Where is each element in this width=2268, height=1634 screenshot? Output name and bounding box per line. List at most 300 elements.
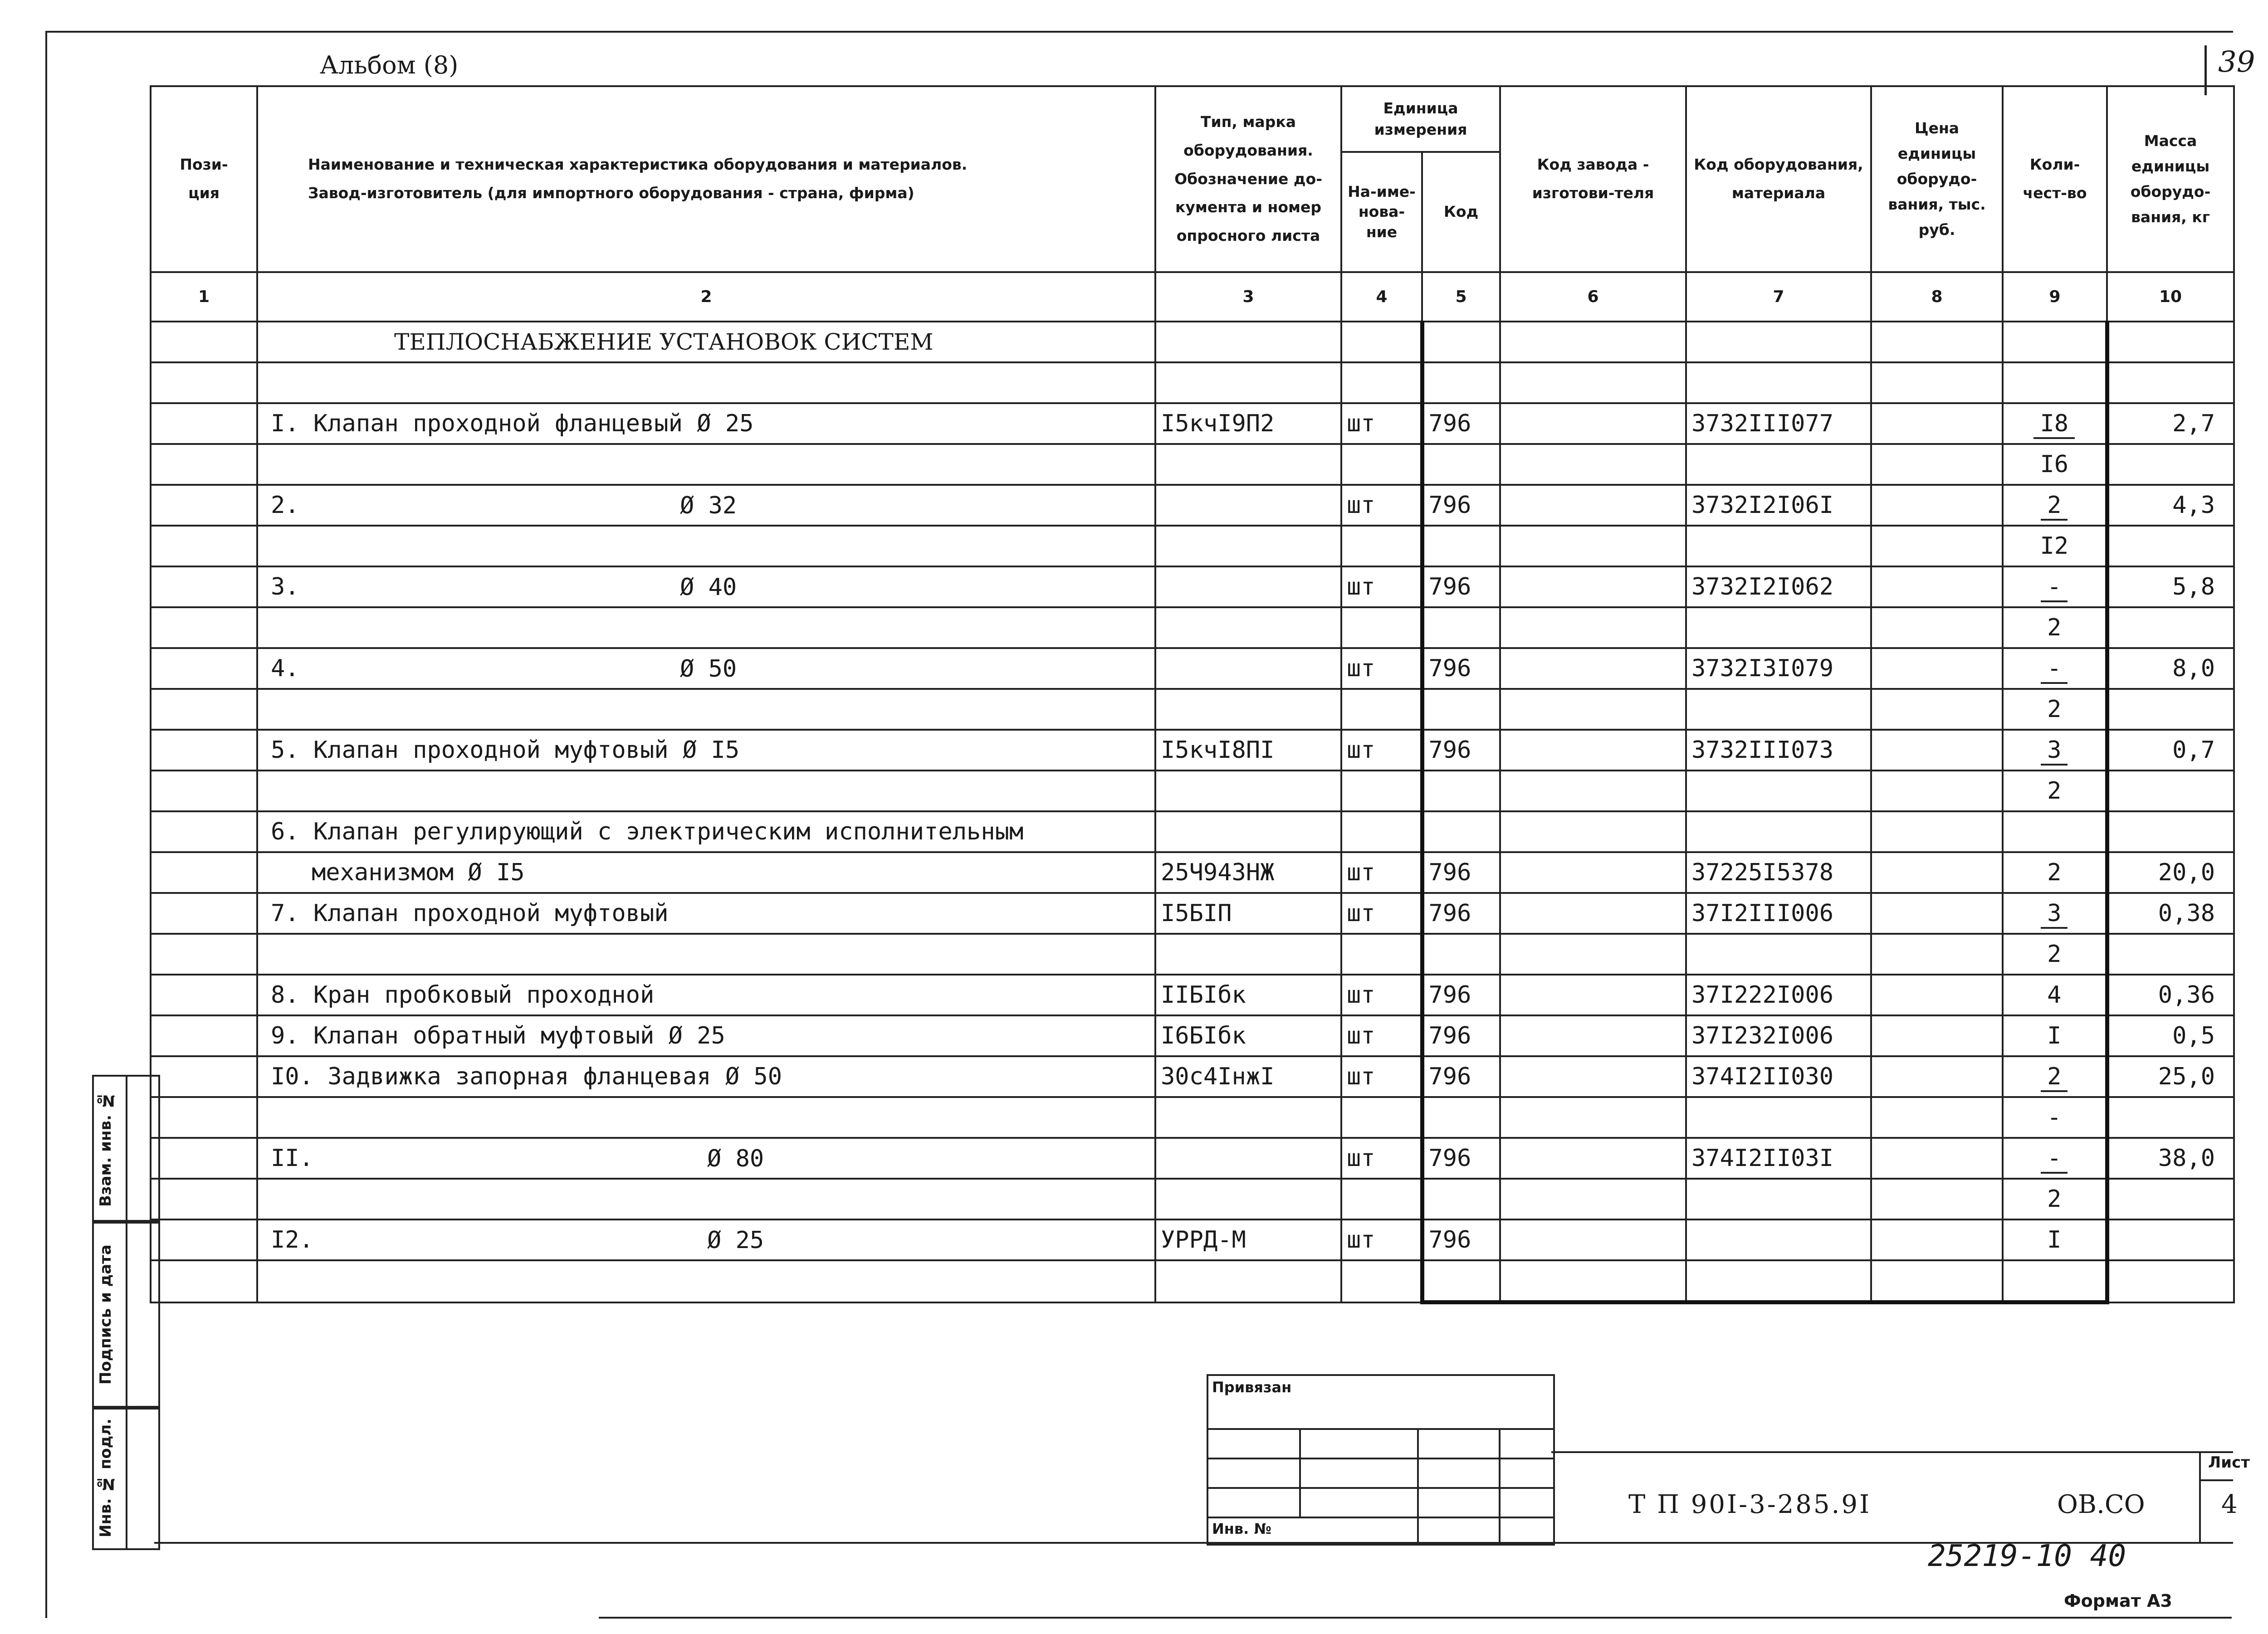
cell-type [1155, 934, 1341, 975]
cell-mass [2107, 485, 2234, 526]
cell-qty [2003, 362, 2107, 403]
cell-material-code [1686, 648, 1871, 689]
empty-cell [1500, 1219, 1686, 1260]
cell-unit [1341, 362, 1422, 403]
cell-type [1155, 566, 1341, 607]
col-number: 3 [1155, 272, 1341, 322]
specification-table [150, 85, 2235, 1304]
cell-mass [2107, 403, 2234, 444]
empty-cell [1871, 362, 2003, 403]
sheet-number: 39 [2218, 45, 2255, 79]
value-material-code: 37I222I006 [1691, 981, 1834, 1009]
cell-code [1422, 1179, 1500, 1219]
album-label: Альбом (8) [320, 51, 459, 79]
cell-name [257, 975, 1155, 1015]
section-title-row [151, 322, 2234, 362]
cell-unit [1341, 444, 1422, 485]
cell-code [1422, 1097, 1500, 1138]
stamp-line [1208, 1487, 1553, 1489]
col-number: 7 [1686, 272, 1871, 322]
value-material-code: 3732III073 [1691, 737, 1834, 764]
empty-cell [151, 566, 257, 607]
empty-cell [151, 485, 257, 526]
empty-cell [1871, 771, 2003, 811]
col-header-unit-group: Единица измерения [1341, 86, 1500, 152]
cell-name [257, 362, 1155, 403]
empty-cell [1500, 975, 1686, 1015]
stamp-line [1299, 1428, 1301, 1517]
empty-cell [1871, 1179, 2003, 1219]
cell-mass [2107, 1097, 2234, 1138]
col-header-type: Тип, марка оборудования. Обозначение до-кумента и номер опросного листа [1155, 86, 1341, 272]
cell-type [1155, 771, 1341, 811]
empty-cell [1500, 1056, 1686, 1097]
table-row [151, 811, 2234, 852]
cell-qty [2003, 1179, 2107, 1219]
side-label-inv-vzam: Взам. инв. № [97, 1091, 115, 1207]
side-divider [126, 1408, 127, 1548]
empty-cell [1871, 852, 2003, 893]
cell-mass [2107, 730, 2234, 771]
item-name: II. [271, 1145, 313, 1172]
cell-unit [1341, 1219, 1422, 1260]
empty-cell [1871, 689, 2003, 730]
quantity-value: I [2047, 1226, 2062, 1254]
title-block-list-div [2199, 1451, 2201, 1542]
cell-name [257, 1179, 1155, 1219]
cell-material-code [1686, 1097, 1871, 1138]
table-row [151, 1056, 2234, 1097]
value-material-code: 374I2II03I [1691, 1145, 1834, 1172]
empty-cell [1500, 403, 1686, 444]
cell-mass [2107, 893, 2234, 934]
col-header-unit-code: Код [1422, 152, 1500, 272]
value-type: УРРД-М [1161, 1226, 1246, 1254]
cell-mass [2107, 362, 2234, 403]
cell-name [257, 648, 1155, 689]
value-material-code: 374I2II030 [1691, 1063, 1834, 1090]
empty-cell [151, 1138, 257, 1179]
cell-type [1155, 689, 1341, 730]
value-unit: шт [1347, 655, 1375, 682]
empty-cell [1500, 444, 1686, 485]
cell-unit [1341, 689, 1422, 730]
cell-mass [2107, 934, 2234, 975]
cell-name [257, 526, 1155, 566]
empty-cell [1871, 730, 2003, 771]
empty-cell [1500, 934, 1686, 975]
empty-cell [1500, 1138, 1686, 1179]
value-mass: 0,36 [2158, 981, 2215, 1009]
cell-code [1422, 1138, 1500, 1179]
title-block-list-hl [2199, 1479, 2233, 1481]
value-unit: шт [1347, 1063, 1375, 1090]
empty-cell [1871, 811, 2003, 852]
cell-code [1422, 1219, 1500, 1260]
cell-qty [2003, 485, 2107, 526]
empty-cell [1500, 811, 1686, 852]
empty-cell [1500, 607, 1686, 648]
value-material-code: 3732III077 [1691, 410, 1834, 437]
table-row [151, 975, 2234, 1015]
empty-cell [151, 1015, 257, 1056]
list-number: 4 [2221, 1490, 2238, 1519]
empty-cell [151, 526, 257, 566]
cell-unit [1341, 566, 1422, 607]
side-stamp-inv-podl [92, 1406, 160, 1550]
cell-code [1422, 1015, 1500, 1056]
cell-qty [2003, 689, 2107, 730]
table-row [151, 1138, 2234, 1179]
value-unit: шт [1347, 573, 1375, 600]
value-type: 30с4IнжI [1161, 1063, 1275, 1090]
cell-mass [2107, 1056, 2234, 1097]
cell-material-code [1686, 771, 1871, 811]
cell-mass [2107, 1179, 2234, 1219]
table-row [151, 730, 2234, 771]
empty-cell [1500, 526, 1686, 566]
cell-material-code [1686, 1056, 1871, 1097]
stamp-line [1499, 1428, 1501, 1544]
privyazan-label: Привязан [1212, 1379, 1292, 1396]
empty-cell [1500, 485, 1686, 526]
cell-material-code [1686, 730, 1871, 771]
value-mass: 5,8 [2172, 573, 2215, 600]
value-type: IIБIбк [1161, 981, 1246, 1009]
col-header-unit-name: На-име-нова-ние [1341, 152, 1422, 272]
quantity-value: - [2047, 1104, 2062, 1131]
value-mass: 38,0 [2158, 1145, 2215, 1172]
empty-cell [1500, 771, 1686, 811]
cell-unit [1341, 1260, 1422, 1302]
empty-cell [1871, 403, 2003, 444]
empty-cell [1871, 1138, 2003, 1179]
cell-material-code [1686, 1179, 1871, 1219]
item-name: I. Клапан проходной фланцевый Ø 25 [271, 410, 754, 437]
table-row [151, 485, 2234, 526]
empty-cell [151, 689, 257, 730]
empty-cell [151, 648, 257, 689]
cell-type [1155, 1219, 1341, 1260]
empty-cell [1871, 648, 2003, 689]
value-mass: 25,0 [2158, 1063, 2215, 1090]
cell-name [257, 934, 1155, 975]
item-diameter: Ø 25 [707, 1227, 764, 1254]
quantity-value: 2 [2047, 941, 2062, 968]
cell-mass [2107, 975, 2234, 1015]
cell-type [1155, 648, 1341, 689]
quantity-value: I8 [2033, 410, 2075, 439]
quantity-value: 2 [2047, 777, 2062, 805]
cell-mass [2107, 689, 2234, 730]
col-header-price: Цена единицы оборудо-вания, тыс. руб. [1871, 86, 2003, 272]
cell-unit [1341, 771, 1422, 811]
cell-material-code [1686, 1219, 1871, 1260]
empty-cell [1871, 485, 2003, 526]
value-type: I6БIбк [1161, 1022, 1246, 1049]
table-row [151, 689, 2234, 730]
side-stamp-inv-vzam [92, 1075, 160, 1224]
quantity-value: 2 [2047, 614, 2062, 641]
stamp-line [1208, 1517, 1553, 1518]
value-type: I5кчI8ПI [1161, 737, 1275, 764]
table-row [151, 526, 2234, 566]
cell-material-code [1686, 934, 1871, 975]
empty-cell [151, 934, 257, 975]
cell-material-code [1686, 444, 1871, 485]
value-code: 796 [1428, 492, 1471, 519]
cell-qty [2003, 607, 2107, 648]
cell-qty [2003, 648, 2107, 689]
empty-cell [151, 975, 257, 1015]
value-code: 796 [1428, 1145, 1471, 1172]
cell-name [257, 1015, 1155, 1056]
empty-cell [1500, 362, 1686, 403]
cell-unit [1341, 607, 1422, 648]
side-divider [126, 1077, 127, 1222]
table-row [151, 893, 2234, 934]
empty-cell [151, 730, 257, 771]
cell-name [257, 730, 1155, 771]
col-number: 8 [1871, 272, 2003, 322]
empty-cell [1871, 607, 2003, 648]
cell-mass [2107, 1138, 2234, 1179]
empty-cell [1871, 526, 2003, 566]
item-diameter: Ø 80 [707, 1145, 764, 1172]
col-header-position: Пози- ция [151, 86, 257, 272]
bottom-left-line [154, 1542, 2233, 1544]
value-material-code: 37I2III006 [1691, 900, 1834, 927]
side-label-inv-podl: Инв. № подл. [97, 1418, 115, 1538]
column-number-row [151, 272, 2234, 322]
cell-type [1155, 1138, 1341, 1179]
cell-code [1422, 934, 1500, 975]
empty-cell [151, 403, 257, 444]
cell-mass [2107, 566, 2234, 607]
empty-cell [1500, 1097, 1686, 1138]
quantity-value: 3 [2041, 737, 2068, 766]
cell-code [1422, 1260, 1500, 1302]
col-number: 1 [151, 272, 257, 322]
value-code: 796 [1428, 900, 1471, 927]
cell-unit [1341, 730, 1422, 771]
col-number: 6 [1500, 272, 1686, 322]
cell-material-code [1686, 526, 1871, 566]
value-unit: шт [1347, 981, 1375, 1009]
empty-cell [1871, 934, 2003, 975]
value-unit: шт [1347, 1145, 1375, 1172]
value-mass: 4,3 [2172, 492, 2215, 519]
quantity-value: 3 [2041, 900, 2068, 929]
cell-code [1422, 403, 1500, 444]
cell-type [1155, 607, 1341, 648]
value-mass: 0,5 [2172, 1022, 2215, 1049]
cell-type [1155, 485, 1341, 526]
value-material-code: 3732I2I062 [1691, 573, 1834, 600]
side-divider [126, 1222, 127, 1408]
cell-name [257, 403, 1155, 444]
cell-unit [1341, 934, 1422, 975]
cell-type [1155, 1097, 1341, 1138]
table-row [151, 1219, 2234, 1260]
value-unit: шт [1347, 1022, 1375, 1049]
cell-unit [1341, 1056, 1422, 1097]
cell-name [257, 1056, 1155, 1097]
cell-qty [2003, 566, 2107, 607]
value-code: 796 [1428, 1022, 1471, 1049]
empty-cell [1500, 1260, 1686, 1302]
quantity-value: I [2047, 1022, 2062, 1049]
cell-unit [1341, 852, 1422, 893]
cell-name [257, 444, 1155, 485]
cell-qty [2003, 852, 2107, 893]
cell-material-code [1686, 485, 1871, 526]
quantity-value: 2 [2041, 1063, 2068, 1092]
empty-cell [1500, 689, 1686, 730]
item-name: 6. Клапан регулирующий с электрическим исполнительным [271, 818, 1024, 845]
cell-unit [1341, 648, 1422, 689]
cell-code [1422, 607, 1500, 648]
cell-code [1422, 526, 1500, 566]
empty-cell [151, 444, 257, 485]
table-row [151, 566, 2234, 607]
cell-unit [1341, 403, 1422, 444]
value-code: 796 [1428, 981, 1471, 1009]
item-diameter: Ø 40 [680, 574, 737, 601]
cell-material-code [1686, 1138, 1871, 1179]
quantity-value: 2 [2041, 492, 2068, 521]
col-header-mass: Масса единицы оборудо-вания, кг [2107, 86, 2234, 272]
handwritten-number: 25219-10 40 [1928, 1538, 2126, 1573]
empty-cell [151, 771, 257, 811]
col-header-factory-code: Код завода - изготови-теля [1500, 86, 1686, 272]
cell-mass [2107, 648, 2234, 689]
empty-cell [1871, 1219, 2003, 1260]
cell-unit [1341, 1138, 1422, 1179]
cell-mass [2107, 444, 2234, 485]
cell-unit [1341, 485, 1422, 526]
cell-name [257, 1138, 1155, 1179]
cell-type [1155, 1056, 1341, 1097]
empty-cell [151, 362, 257, 403]
cell-qty [2003, 1097, 2107, 1138]
empty-cell [1500, 1015, 1686, 1056]
cell-material-code [1686, 975, 1871, 1015]
value-unit: шт [1347, 410, 1375, 437]
value-mass: 8,0 [2172, 655, 2215, 682]
cell-code [1422, 689, 1500, 730]
cell-mass [2107, 1015, 2234, 1056]
empty-cell [151, 607, 257, 648]
table-row [151, 934, 2234, 975]
cell-code [1422, 362, 1500, 403]
empty-cell [1871, 566, 2003, 607]
cell-code [1422, 1056, 1500, 1097]
empty-cell [1871, 1056, 2003, 1097]
table-row [151, 648, 2234, 689]
cell-mass [2107, 1219, 2234, 1260]
cell-unit [1341, 1179, 1422, 1219]
value-unit: шт [1347, 1226, 1375, 1254]
item-name: 4. [271, 655, 299, 682]
value-unit: шт [1347, 492, 1375, 519]
value-unit: шт [1347, 900, 1375, 927]
empty-cell [151, 811, 257, 852]
table-row [151, 444, 2234, 485]
cell-material-code [1686, 852, 1871, 893]
item-name: I0. Задвижка запорная фланцевая Ø 50 [271, 1063, 782, 1090]
title-block-top [1551, 1451, 2233, 1453]
value-mass: 20,0 [2158, 859, 2215, 886]
value-code: 796 [1428, 655, 1471, 682]
empty-cell [151, 1219, 257, 1260]
item-diameter: Ø 50 [680, 655, 737, 683]
empty-cell [151, 1179, 257, 1219]
cell-material-code [1686, 1015, 1871, 1056]
cell-qty [2003, 526, 2107, 566]
cell-mass [2107, 771, 2234, 811]
document-code: Т П 90I-3-285.9I [1628, 1490, 1872, 1519]
item-name: 9. Клапан обратный муфтовый Ø 25 [271, 1022, 725, 1049]
cell-type [1155, 811, 1341, 852]
cell-qty [2003, 771, 2107, 811]
value-code: 796 [1428, 859, 1471, 886]
cell-unit [1341, 526, 1422, 566]
cell-unit [1341, 893, 1422, 934]
side-stamp-podpis [92, 1220, 160, 1410]
cell-code [1422, 811, 1500, 852]
cell-type [1155, 975, 1341, 1015]
quantity-value: 4 [2047, 981, 2062, 1009]
table-row [151, 403, 2234, 444]
empty-cell [1871, 975, 2003, 1015]
stamp-line [1208, 1428, 1553, 1430]
cell-code [1422, 730, 1500, 771]
cell-qty [2003, 730, 2107, 771]
table-row [151, 1015, 2234, 1056]
col-number: 5 [1422, 272, 1500, 322]
cell-name [257, 607, 1155, 648]
cell-material-code [1686, 566, 1871, 607]
empty-cell [151, 1056, 257, 1097]
table-row [151, 362, 2234, 403]
empty-cell [1500, 648, 1686, 689]
cell-material-code [1686, 811, 1871, 852]
cell-name [257, 771, 1155, 811]
cell-code [1422, 975, 1500, 1015]
cell-name [257, 689, 1155, 730]
quantity-value: I2 [2040, 532, 2069, 560]
cell-qty [2003, 1219, 2107, 1260]
cell-material-code [1686, 689, 1871, 730]
cell-code [1422, 444, 1500, 485]
cell-unit [1341, 1015, 1422, 1056]
col-number: 9 [2003, 272, 2107, 322]
table-row [151, 852, 2234, 893]
cell-name [257, 1097, 1155, 1138]
cell-code [1422, 771, 1500, 811]
cell-code [1422, 852, 1500, 893]
cell-name [257, 485, 1155, 526]
value-material-code: 37I232I006 [1691, 1022, 1834, 1049]
cell-qty [2003, 403, 2107, 444]
item-name: 2. [271, 492, 299, 519]
empty-cell [1500, 730, 1686, 771]
side-label-podpis: Подпись и дата [97, 1244, 115, 1385]
cell-material-code [1686, 607, 1871, 648]
value-code: 796 [1428, 573, 1471, 600]
cell-mass [2107, 526, 2234, 566]
